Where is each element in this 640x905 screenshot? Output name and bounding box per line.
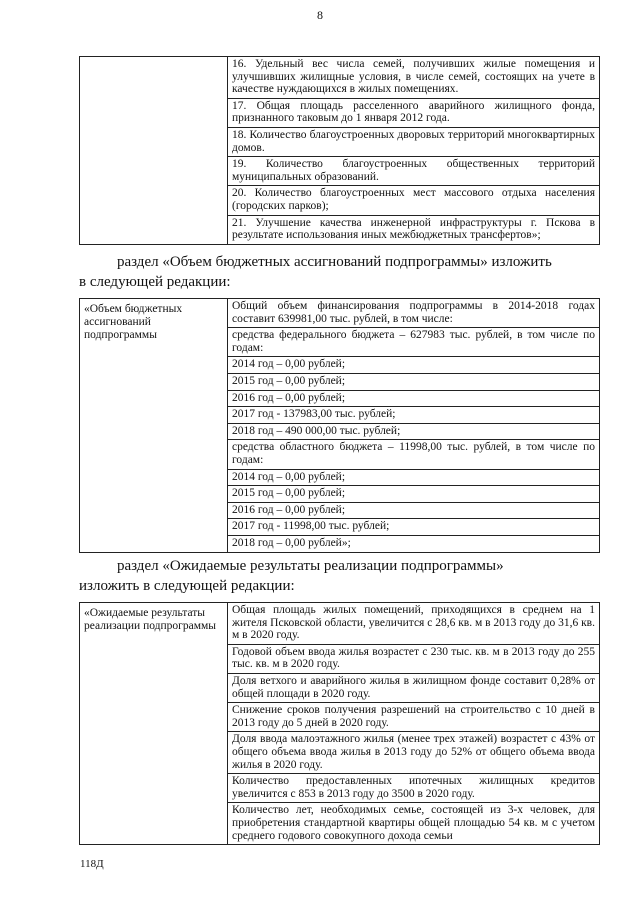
budget-item: 2016 год – 0,00 рублей; (228, 391, 599, 408)
targets-table (79, 56, 600, 245)
budget-item: средства федерального бюджета – 627983 тыс. рублей, в том числе по годам: (228, 328, 599, 357)
targets-right-cell (228, 57, 600, 245)
budget-left-cell: «Объем бюджетных ассигнований подпрограммы (80, 299, 228, 553)
target-item: 19. Количество благоустроенных общественных территорий муниципальных образований. (228, 157, 599, 186)
result-item: Доля ветхого и аварийного жилья в жилищном фонде составит 0,28% от общей площади в 2020 году. (228, 674, 599, 703)
page-number: 8 (317, 8, 323, 22)
budget-item: 2015 год – 0,00 рублей; (228, 374, 599, 391)
result-item: Годовой объем ввода жилья возрастет с 230 тыс. кв. м в 2013 году до 255 тыс. кв. м в 2020 году. (228, 645, 599, 674)
result-item: Общая площадь жилых помещений, приходящихся в среднем на 1 жителя Псковской области, увеличится с 28,6 кв. м в 2013 году до 31,6 кв. м в 2020 году. (228, 603, 599, 645)
budget-item: средства областного бюджета – 11998,00 тыс. рублей, в том числе по годам: (228, 440, 599, 469)
budget-item: 2015 год – 0,00 рублей; (228, 486, 599, 503)
budget-item: Общий объем финансирования подпрограммы в 2014-2018 годах составит 639981,00 тыс. рублей, в том числе: (228, 299, 599, 328)
target-item: 16. Удельный вес числа семей, получивших жилые помещения и улучшивших жилищные условия, в числе семей, состоящих на учете в качестве нуждающихся в жилых помещениях. (228, 57, 599, 99)
footer-code: 118Д (80, 858, 104, 870)
target-item: 20. Количество благоустроенных мест массового отдыха населения (городских парков); (228, 186, 599, 215)
budget-right-cell (228, 299, 600, 553)
results-left-cell: «Ожидаемые результаты реализации подпрограммы (80, 603, 228, 845)
budget-item: 2018 год – 490 000,00 тыс. рублей; (228, 424, 599, 441)
targets-left-cell (80, 57, 228, 245)
budget-item: 2016 год – 0,00 рублей; (228, 503, 599, 520)
result-item: Доля ввода малоэтажного жилья (менее трех этажей) возрастет с 43% от общего объема ввода жилья в 2013 году до 52% от общего объема ввода жилья в 2020 году. (228, 732, 599, 774)
section-intro-results (79, 556, 600, 596)
budget-item: 2014 год – 0,00 рублей; (228, 357, 599, 374)
budget-item: 2017 год - 11998,00 тыс. рублей; (228, 519, 599, 536)
section-intro-line: раздел «Ожидаемые результаты реализации подпрограммы» (117, 558, 504, 574)
section-intro-budget (79, 252, 600, 292)
budget-table (79, 298, 600, 553)
budget-item: 2014 год – 0,00 рублей; (228, 470, 599, 487)
section-intro-line: изложить в следующей редакции: (79, 578, 295, 594)
result-item: Снижение сроков получения разрешений на строительство с 10 дней в 2013 году до 5 дней в 2020 году. (228, 703, 599, 732)
target-item: 21. Улучшение качества инженерной инфраструктуры г. Пскова в результате использования иных межбюджетных трансфертов»; (232, 216, 595, 242)
result-item: Количество предоставленных ипотечных жилищных кредитов увеличится с 853 в 2013 году до 3500 в 2020 году. (228, 774, 599, 803)
result-item: Количество лет, необходимых семье, состоящей из 3-х человек, для приобретения стандартной квартиры общей площадью 54 кв. м с учетом среднего годового совокупного дохода семьи (232, 804, 595, 842)
results-table (79, 602, 600, 845)
budget-item: 2018 год – 0,00 рублей»; (232, 536, 351, 549)
section-intro-line: раздел «Объем бюджетных ассигнований подпрограммы» изложить (117, 254, 552, 270)
target-item: 17. Общая площадь расселенного аварийного жилищного фонда, признанного таковым до 1 января 2012 года. (228, 99, 599, 128)
results-right-cell (228, 603, 600, 845)
target-item: 18. Количество благоустроенных дворовых территорий многоквартирных домов. (228, 128, 599, 157)
budget-item: 2017 год - 137983,00 тыс. рублей; (228, 407, 599, 424)
section-intro-line: в следующей редакции: (79, 274, 231, 290)
